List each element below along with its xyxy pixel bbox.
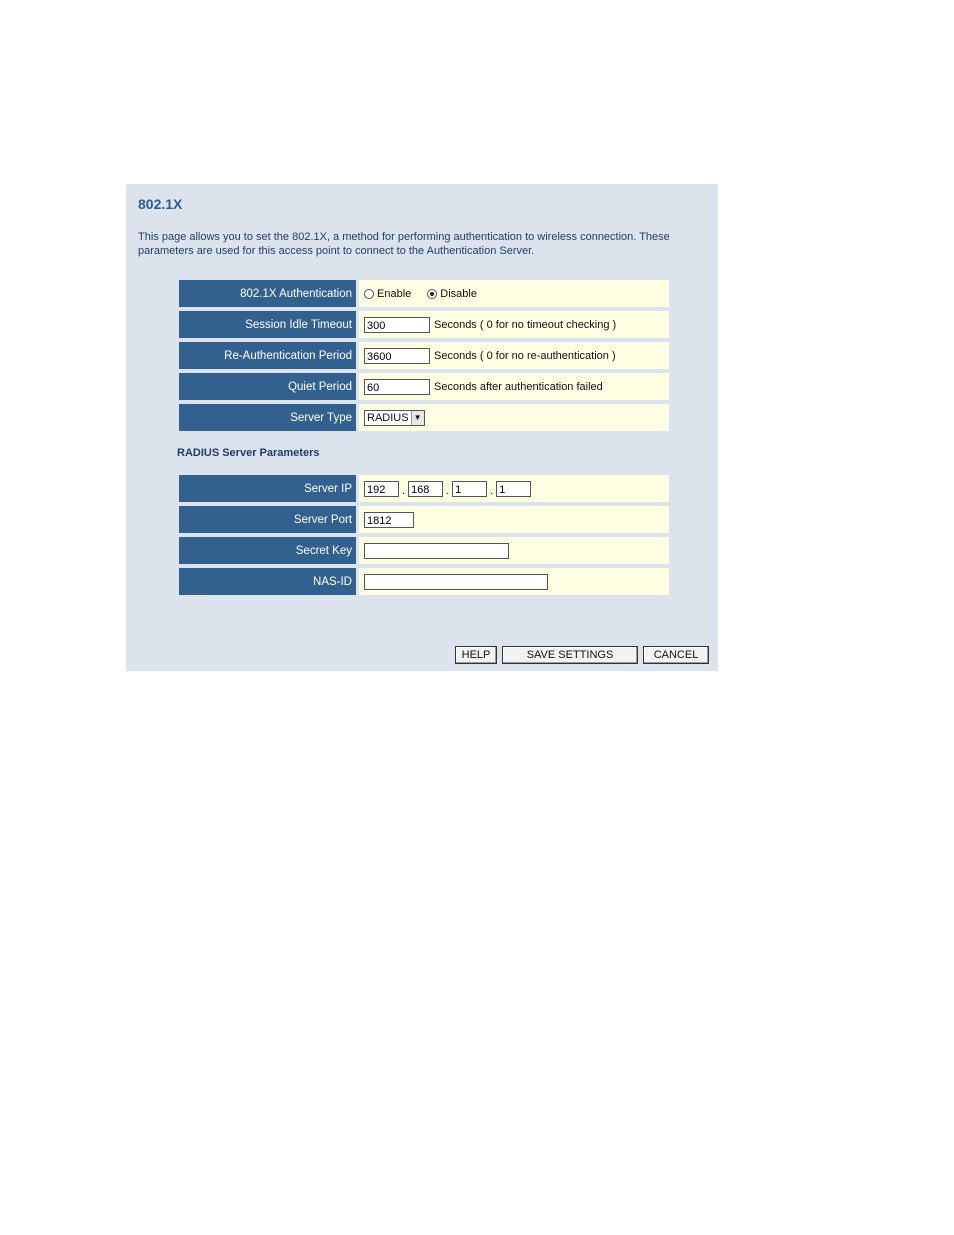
server-type-select[interactable] [364,410,425,426]
server-type-value: RADIUS [367,411,409,424]
quiet-value-cell [359,373,669,402]
quiet-hint: Seconds after authentication failed [434,380,603,393]
secret-key-label: Secret Key [179,537,356,566]
secret-key-row [179,537,669,568]
enable-radio-circle[interactable] [364,289,374,299]
action-buttons [455,646,709,664]
server-ip-octet-4[interactable]: 1 [496,481,531,497]
nas-id-label: NAS-ID [179,568,356,597]
server-port-input[interactable]: 1812 [364,512,414,528]
secret-key-cell [359,537,669,566]
quiet-label: Quiet Period [179,373,356,402]
secret-key-input[interactable] [364,543,509,559]
session-label: Session Idle Timeout [179,311,356,340]
auth-label: 802.1X Authentication [179,280,356,309]
reauth-hint: Seconds ( 0 for no re-authentication ) [434,349,616,362]
page-title: 802.1X [138,196,183,212]
nas-id-cell [359,568,669,597]
disable-radio[interactable] [427,288,477,300]
server-port-label: Server Port [179,506,356,535]
auth-row [179,280,669,311]
reauth-period-input[interactable]: 3600 [364,348,430,364]
enable-radio-label: Enable [377,287,412,300]
server-ip-octet-3[interactable]: 1 [452,481,487,497]
ip-separator: . [490,484,494,497]
settings-panel [126,184,718,671]
disable-radio-circle[interactable] [427,289,437,299]
save-settings-button[interactable]: SAVE SETTINGS [502,646,638,664]
server-ip-label: Server IP [179,475,356,504]
server-ip-octet-2[interactable]: 168 [408,481,443,497]
radius-settings-form [179,475,669,599]
reauth-row [179,342,669,373]
nas-id-row [179,568,669,599]
server-ip-cell [359,475,669,504]
session-timeout-input[interactable]: 300 [364,317,430,333]
session-row [179,311,669,342]
nas-id-input[interactable] [364,574,548,590]
ip-separator: . [446,484,450,497]
auth-value [359,280,669,309]
server-type-row [179,404,669,435]
quiet-row [179,373,669,404]
disable-radio-label: Disable [440,287,477,300]
server-type-cell [359,404,669,433]
server-port-cell [359,506,669,535]
radio-selected-dot [430,292,434,296]
reauth-label: Re-Authentication Period [179,342,356,371]
page-description: This page allows you to set the 802.1X, a method for performing authentication to wireless connection. These parameters are used for this access point to connect to the Authentication Server. [138,231,670,257]
enable-radio[interactable] [364,288,411,300]
help-button[interactable]: HELP [455,646,497,664]
auth-settings-form [179,280,669,435]
ip-separator: . [402,484,406,497]
server-port-row [179,506,669,537]
reauth-value-cell [359,342,669,371]
session-value-cell [359,311,669,340]
session-hint: Seconds ( 0 for no timeout checking ) [434,318,617,331]
server-ip-row [179,475,669,506]
server-ip-octet-1[interactable]: 192 [364,481,399,497]
quiet-period-input[interactable]: 60 [364,379,430,395]
chevron-down-icon[interactable]: ▼ [411,411,424,425]
server-type-label: Server Type [179,404,356,433]
radius-section-title: RADIUS Server Parameters [177,447,320,459]
cancel-button[interactable]: CANCEL [643,646,709,664]
